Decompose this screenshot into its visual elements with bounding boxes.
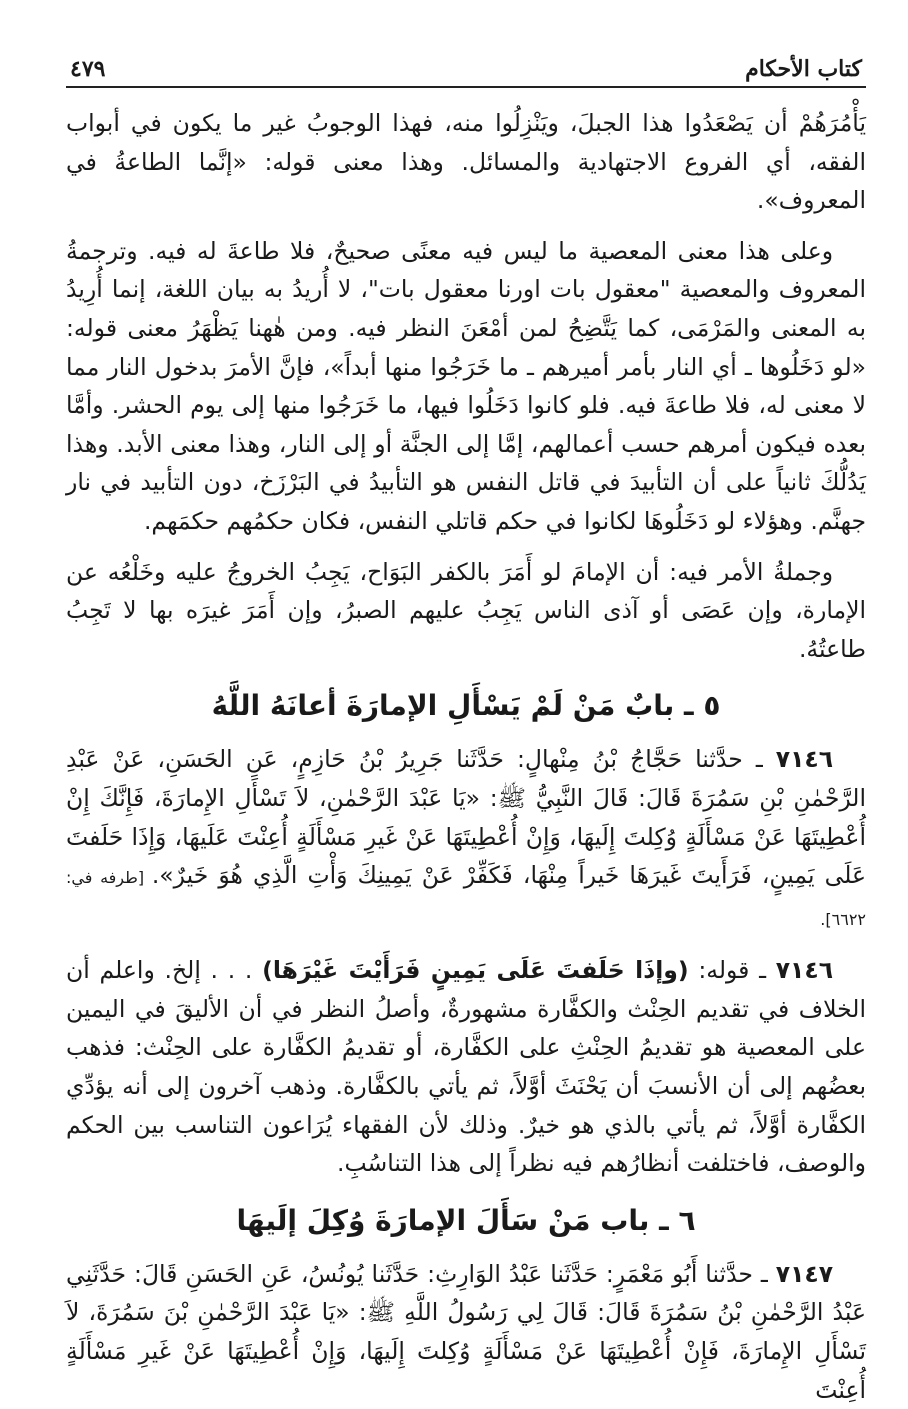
hadith-number: ٧١٤٧ xyxy=(775,1259,834,1288)
commentary-quote: (وإذَا حَلَفتَ عَلَى يَمِينٍ فَرَأَيْتَ غَيْرَهَا) xyxy=(262,956,689,985)
paragraph-summary: وجملةُ الأمر فيه: أن الإمامَ لو أَمَرَ بالكفر البَوَاح، يَجِبُ الخروجُ عليه وخَلْعُه عن الإمارة، وإن عَصَى أو آذى الناس يَجِبُ عليهم الصبرُ، وإن أَمَرَ غيرَه بها لا تَجِبُ طاعتُهُ. xyxy=(66,557,866,663)
hadith-text: ـ حدَّثنا حَجَّاجُ بْنُ مِنْهالٍ: حَدَّثَنا جَرِيرُ بْنُ حَازِمٍ، عَنِ الحَسَنِ، عَنْ عَبْدِ الرَّحْمٰنِ بْنِ سَمُرَةَ قَالَ: قَالَ النَّبِيُّ ﷺ: «يَا عَبْدَ الرَّحْمٰنِ، لاَ تَسْأَلِ الإِمارَةَ، فَإِنَّكَ إِنْ أُعْطِيتَهَا عَنْ مَسْأَلَةٍ وُكِلتَ إِلَيهَا، وَإِنْ أُعْطِيتَهَا عَنْ غَيرِ مَسْأَلَةٍ أُعِنْتَ عَلَيهَا، وَإِذَا حَلَفتَ عَلَى يَمِينٍ، فَرَأَيتَ غَيرَهَا خَيراً مِنْهَا، فَكَفِّرْ عَنْ يَمِينِكَ وَأْتِ الَّذِي هُوَ خَيرٌ». xyxy=(66,745,866,890)
running-header xyxy=(66,44,866,88)
chapter-heading-6: ٦ ـ باب مَنْ سَأَلَ الإمارَةَ وُكِلَ إلَيهَا xyxy=(236,1203,696,1237)
hadith-number: ٧١٤٦ xyxy=(775,745,834,774)
paragraph-maruf-masiya: وعلى هذا معنى المعصية ما ليس فيه معنًى صحيحٌ، فلا طاعةَ له فيه. وترجمةُ المعروف والمعصية "معقول بات اورنا معقول بات"، لا أُريدُ به بيان اللغة، إنما أُرِيدُ به المعنى والمَرْمَى، كما يَتَّضِحُ لمن أمْعَنَ النظر فيه. ومن هٰهنا يَظْهَرُ معنى قوله: «لو دَخَلُوها ـ أي النار بأمر أميرهم ـ ما خَرَجُوا منها أبداً»، فإنَّ الأمرَ بدخول النار مما لا معنى له، فلا طاعةَ فيه. فلو كانوا دَخَلُوا فيها، ما خَرَجُوا منها إلى يوم الحشر. وأمَّا بعده فيكون أمرهم حسب أعمالهم، إمَّا إلى الجنَّة أو إلى النار، وهذا معنى الأبد. وهذا يَدُلُّكَ ثانياً على أن التأبيدَ في قاتل النفس هو التأبيدُ في البَرْزَخ، دون التأبيد في نار جهنَّم. وهؤلاء لو دَخَلُوهَا لكانوا في حكم قاتلي النفس، فكان حكمُهم حكمَهم. xyxy=(66,236,866,535)
page-number: ٤٧٩ xyxy=(70,56,106,82)
hadith-text: ـ حدَّثنا أَبُو مَعْمَرٍ: حَدَّثَنا عَبْدُ الوَارِثِ: حَدَّثَنا يُونُسُ، عَنِ الحَسَنِ قَالَ: حَدَّثَنِي عَبْدُ الرَّحْمٰنِ بْنُ سَمُرَةَ قَالَ: قَالَ لِي رَسُولُ اللَّهِ ﷺ: «يَا عَبْدَ الرَّحْمٰنِ بْنَ سَمُرَةَ، لاَ تَسْأَلِ الإِمارَةَ، فَإِنْ أُعْطِيتَهَا عَنْ مَسْأَلَةٍ وُكِلتَ إِلَيهَا، وَإِنْ أُعْطِيتَهَا عَنْ غَيرِ مَسْأَلَةٍ أُعِنْتَ xyxy=(66,1259,866,1404)
paragraph-continuation: يَأْمُرَهُمْ أن يَصْعَدُوا هذا الجبلَ، ويَنْزِلُوا منه، فهذا الوجوبُ غير ما يكون في أبواب الفقه، أي الفروع الاجتهادية والمسائل. وهذا معنى قوله: «إنَّما الطاعةُ في المعروف». xyxy=(66,109,866,215)
book-title: كتاب الأحكام xyxy=(745,56,862,82)
commentary-text: . . . إلخ. واعلم أن الخلاف في تقديم الحِنْث والكفَّارة مشهورةٌ، وأصلُ النظر في أن الأليقَ في اليمين على المعصية هو تقديمُ الحِنْثِ على الكفَّارة، أو تقديمُ الكفَّارة على الحِنْث: فذهب بعضُهم إلى أن الأنسبَ أن يَحْنَثَ أوَّلاً، ثم يأتي بالكفَّارة. وذهب آخرون إلى أنه يؤدِّي الكفَّارة أوَّلاً، ثم يأتي بالذي هو خيرٌ. وذلك لأن الفقهاء يُرَاعون التناسب بين الحكم والوصف، فاختلفت أنظارُهم فيه نظراً إلى هذا التناسُبِ. xyxy=(66,956,866,1178)
hadith-7147 xyxy=(66,1255,866,1409)
page-body xyxy=(66,104,866,1409)
cross-reference: [طرفه في: ٦٦٢٢]. xyxy=(66,868,866,929)
hadith-7146 xyxy=(66,740,866,939)
book-page xyxy=(66,44,866,1409)
commentary-7146 xyxy=(66,951,866,1183)
commentary-number: ٧١٤٦ xyxy=(775,956,834,985)
commentary-intro: ـ قوله: xyxy=(688,956,776,985)
chapter-heading-5: ٥ ـ بابٌ مَنْ لَمْ يَسْأَلِ الإمارَةَ أعانَهُ اللَّهُ xyxy=(211,689,721,723)
